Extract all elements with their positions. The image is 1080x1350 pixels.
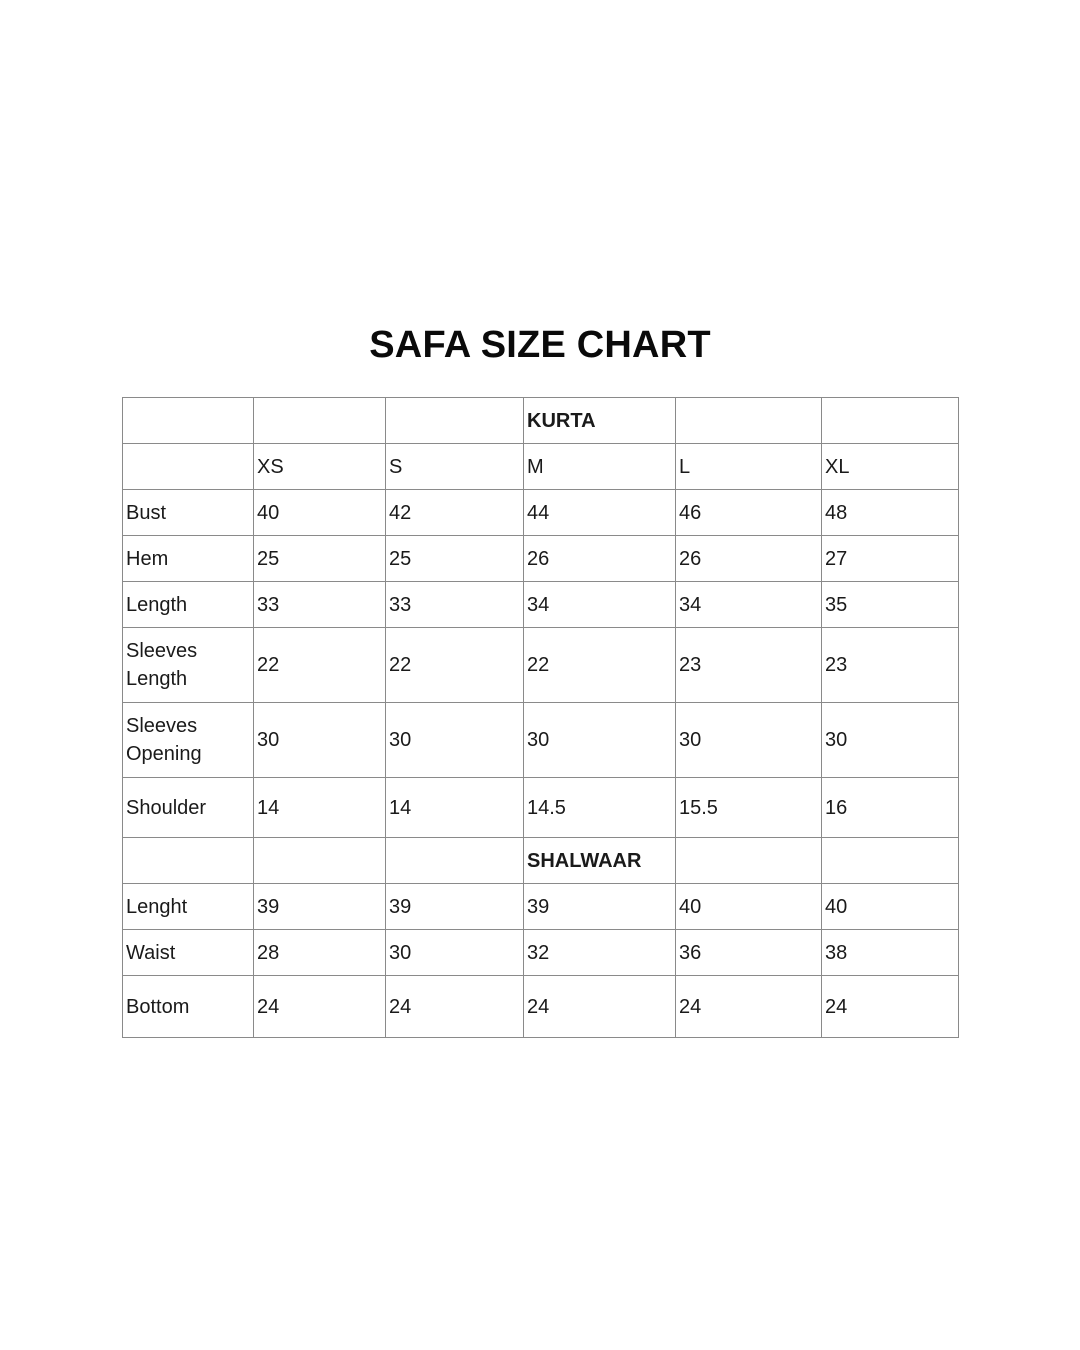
size-header-xl: XL (822, 444, 959, 490)
cell-value: 39 (386, 884, 524, 930)
empty-cell (254, 398, 386, 444)
cell-value: 22 (386, 628, 524, 703)
shalwaar-section-row (123, 838, 959, 884)
cell-value: 15.5 (676, 778, 822, 838)
row-label-line: Sleeves (126, 715, 198, 737)
cell-value: 35 (822, 582, 959, 628)
cell-value: 24 (524, 976, 676, 1038)
kurta-section-row (123, 398, 959, 444)
cell-value: 14 (254, 778, 386, 838)
empty-cell (822, 398, 959, 444)
empty-cell (386, 398, 524, 444)
cell-value: 30 (386, 930, 524, 976)
cell-value: 42 (386, 490, 524, 536)
row-label: Shoulder (123, 778, 254, 838)
cell-value: 24 (386, 976, 524, 1038)
cell-value: 46 (676, 490, 822, 536)
row-label: Lenght (123, 884, 254, 930)
row-label-line: Sleeves (126, 640, 198, 662)
cell-value: 23 (822, 628, 959, 703)
cell-value: 28 (254, 930, 386, 976)
row-label: Waist (123, 930, 254, 976)
cell-value: 38 (822, 930, 959, 976)
table-row (123, 976, 959, 1038)
cell-value: 44 (524, 490, 676, 536)
table-row (123, 490, 959, 536)
table-row (123, 778, 959, 838)
row-label (123, 703, 254, 778)
cell-value: 24 (676, 976, 822, 1038)
size-chart-table (122, 397, 959, 1038)
cell-value: 14.5 (524, 778, 676, 838)
size-header-m: M (524, 444, 676, 490)
table-row (123, 884, 959, 930)
cell-value: 30 (676, 703, 822, 778)
table-row (123, 628, 959, 703)
row-label: Bottom (123, 976, 254, 1038)
cell-value: 40 (822, 884, 959, 930)
cell-value: 30 (822, 703, 959, 778)
size-header-xs: XS (254, 444, 386, 490)
empty-cell (676, 838, 822, 884)
row-label: Hem (123, 536, 254, 582)
cell-value: 39 (254, 884, 386, 930)
cell-value: 25 (386, 536, 524, 582)
table-row (123, 536, 959, 582)
cell-value: 34 (524, 582, 676, 628)
cell-value: 23 (676, 628, 822, 703)
cell-value: 26 (524, 536, 676, 582)
row-label: Length (123, 582, 254, 628)
cell-value: 16 (822, 778, 959, 838)
cell-value: 24 (822, 976, 959, 1038)
page-title: SAFA SIZE CHART (369, 324, 711, 366)
shalwaar-section-label: SHALWAAR (524, 838, 676, 884)
cell-value: 26 (676, 536, 822, 582)
table-row (123, 703, 959, 778)
size-header-s: S (386, 444, 524, 490)
empty-cell (123, 444, 254, 490)
cell-value: 36 (676, 930, 822, 976)
cell-value: 34 (676, 582, 822, 628)
row-label-line: Opening (126, 743, 202, 765)
sizes-header-row (123, 444, 959, 490)
cell-value: 24 (254, 976, 386, 1038)
row-label: Bust (123, 490, 254, 536)
cell-value: 25 (254, 536, 386, 582)
cell-value: 33 (254, 582, 386, 628)
empty-cell (254, 838, 386, 884)
row-label-line: Length (126, 668, 188, 690)
cell-value: 39 (524, 884, 676, 930)
empty-cell (386, 838, 524, 884)
empty-cell (123, 838, 254, 884)
cell-value: 14 (386, 778, 524, 838)
empty-cell (123, 398, 254, 444)
cell-value: 48 (822, 490, 959, 536)
kurta-section-label: KURTA (524, 398, 676, 444)
size-header-l: L (676, 444, 822, 490)
cell-value: 40 (254, 490, 386, 536)
cell-value: 33 (386, 582, 524, 628)
table-row (123, 930, 959, 976)
cell-value: 22 (524, 628, 676, 703)
row-label (123, 628, 254, 703)
cell-value: 40 (676, 884, 822, 930)
empty-cell (822, 838, 959, 884)
cell-value: 30 (254, 703, 386, 778)
cell-value: 22 (254, 628, 386, 703)
cell-value: 30 (524, 703, 676, 778)
cell-value: 27 (822, 536, 959, 582)
empty-cell (676, 398, 822, 444)
table-row (123, 582, 959, 628)
cell-value: 32 (524, 930, 676, 976)
cell-value: 30 (386, 703, 524, 778)
